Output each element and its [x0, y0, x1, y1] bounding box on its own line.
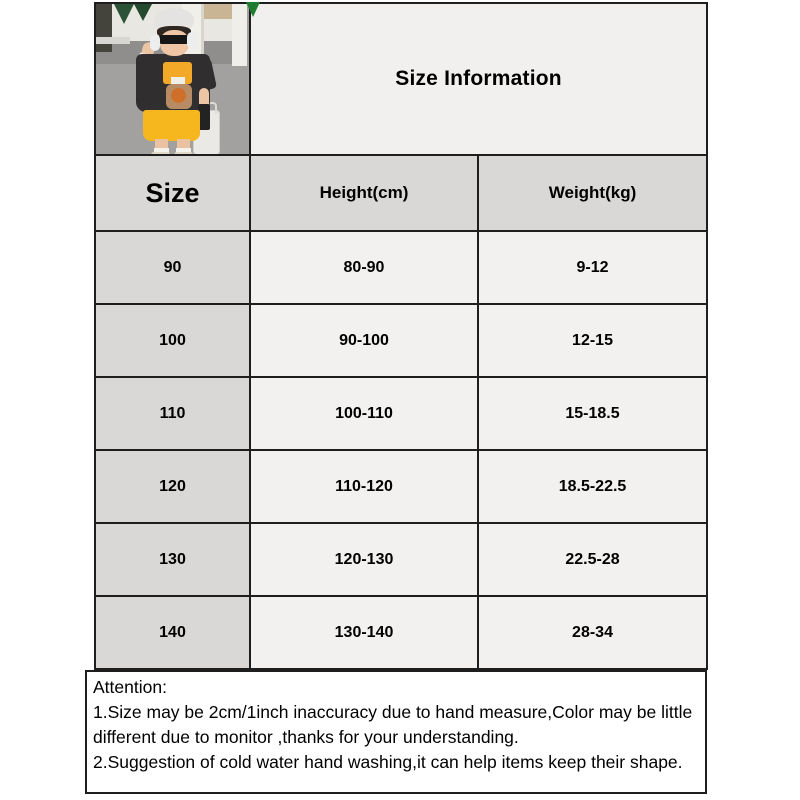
attention-title: Attention: [93, 677, 167, 697]
table-row [95, 304, 707, 377]
weight-cell: 22.5-28 [478, 523, 707, 596]
weight-cell: 9-12 [478, 231, 707, 304]
column-header-size: Size [95, 155, 250, 231]
size-cell: 110 [95, 377, 250, 450]
photo-pillar [232, 4, 247, 66]
photo-doorway [96, 4, 112, 52]
photo-pennant-flag [114, 4, 134, 24]
size-cell: 130 [95, 523, 250, 596]
height-cell: 100-110 [250, 377, 478, 450]
table-header-row [95, 155, 707, 231]
weight-cell: 15-18.5 [478, 377, 707, 450]
photo-shoe [174, 152, 193, 154]
green-corner-accent [246, 2, 260, 17]
photo-hat-label [171, 77, 185, 84]
photo-title-row [95, 3, 707, 155]
table-row [95, 377, 707, 450]
photo-shoe [151, 152, 170, 154]
attention-line: 1.Size may be 2cm/1inch inaccuracy due to hand measure,Color may be little [93, 702, 693, 722]
height-cell: 110-120 [250, 450, 478, 523]
size-cell: 120 [95, 450, 250, 523]
table-row [95, 523, 707, 596]
weight-cell: 28-34 [478, 596, 707, 669]
weight-cell: 18.5-22.5 [478, 450, 707, 523]
product-photo-cell [95, 3, 250, 155]
size-cell: 140 [95, 596, 250, 669]
photo-headphone-earcup [150, 34, 160, 51]
height-cell: 90-100 [250, 304, 478, 377]
height-cell: 130-140 [250, 596, 478, 669]
attention-line: 2.Suggestion of cold water hand washing,it can help items keep their shape. [93, 752, 683, 772]
column-header-weight: Weight(kg) [478, 155, 707, 231]
product-photo [96, 4, 249, 154]
height-cell: 120-130 [250, 523, 478, 596]
photo-basketball-graphic [171, 88, 186, 103]
attention-note [85, 670, 707, 794]
photo-headphone-earcup [187, 32, 198, 49]
size-table [94, 2, 708, 670]
photo-sunglasses [158, 35, 190, 44]
size-information-title: Size Information [250, 3, 707, 155]
size-cell: 90 [95, 231, 250, 304]
photo-curb [96, 37, 130, 44]
table-row [95, 231, 707, 304]
column-header-height: Height(cm) [250, 155, 478, 231]
attention-line: different due to monitor ,thanks for your understanding. [93, 727, 519, 747]
height-cell: 80-90 [250, 231, 478, 304]
table-row [95, 450, 707, 523]
table-row [95, 596, 707, 669]
photo-yellow-shorts [143, 110, 200, 141]
weight-cell: 12-15 [478, 304, 707, 377]
size-cell: 100 [95, 304, 250, 377]
photo-pennant-flag [134, 4, 152, 21]
